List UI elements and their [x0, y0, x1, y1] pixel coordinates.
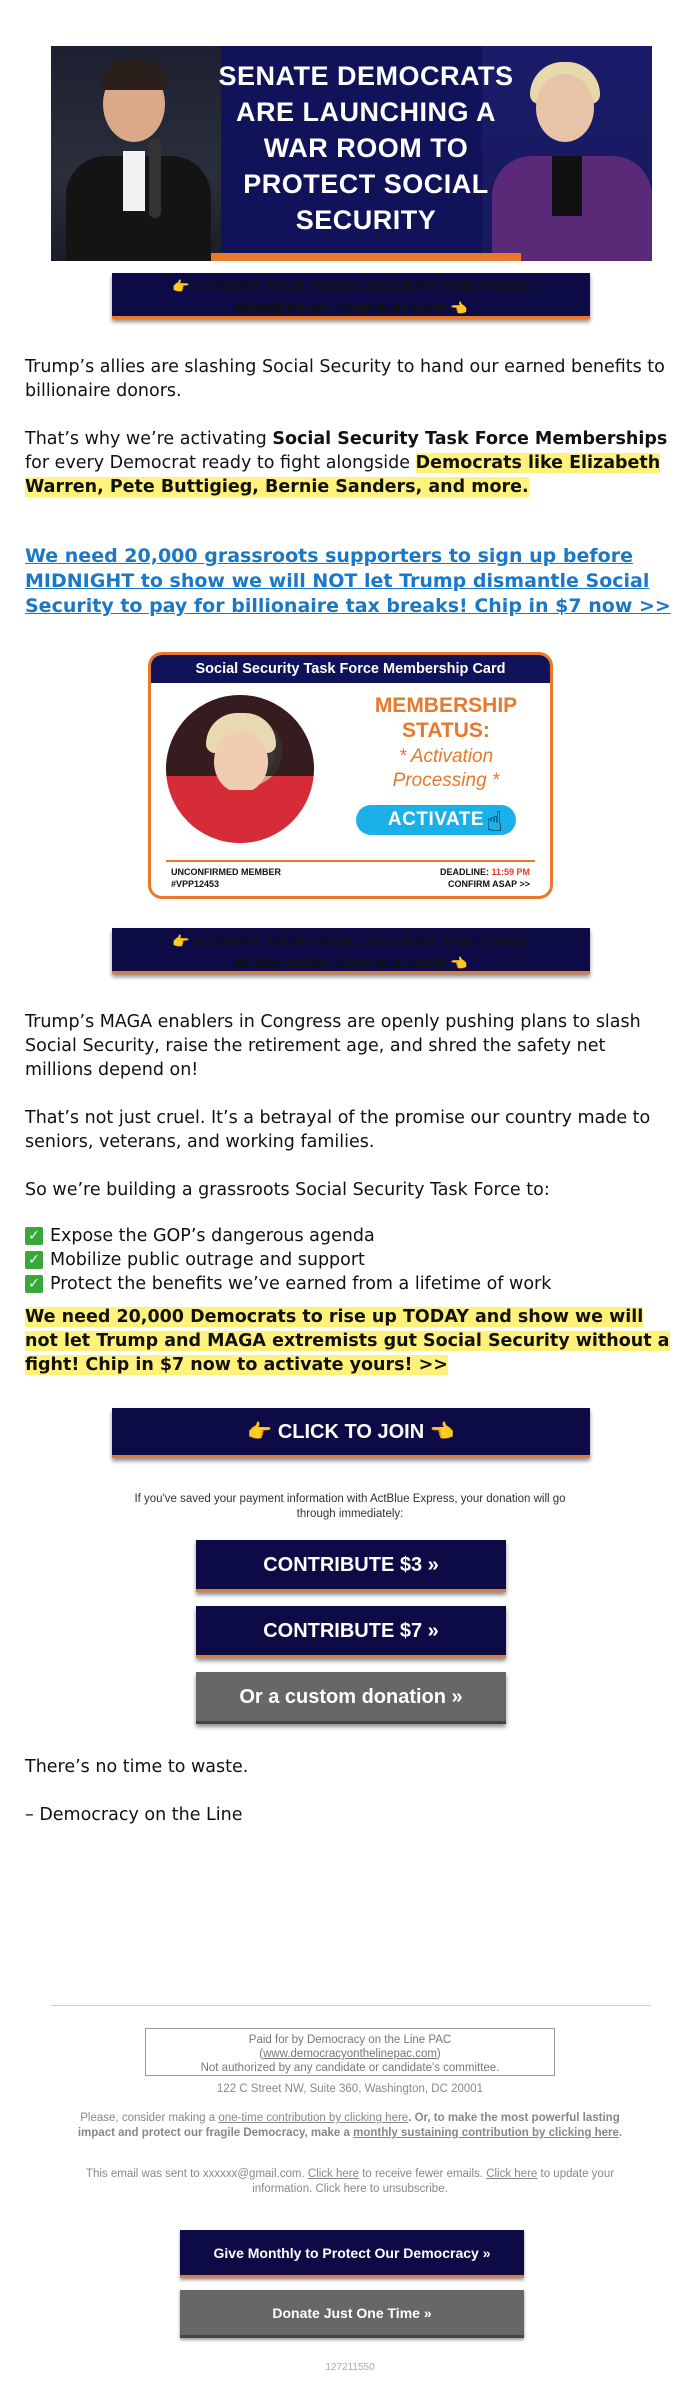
checkmark-icon: ✓ [25, 1251, 43, 1269]
highlighted-names: Democrats like Elizabeth Warren, Pete Buttigieg, Bernie Sanders, and more. [25, 453, 661, 497]
paid-for-box: Paid for by Democracy on the Line PAC (www.democracyonthelinepac.com) Not authorized by any candidate or candidate's committee. [145, 2028, 555, 2076]
checkmark-icon: ✓ [25, 1227, 43, 1245]
checklist [25, 1224, 675, 1296]
card-divider [166, 860, 535, 862]
membership-card[interactable] [148, 652, 553, 899]
maga-paragraph: Trump’s MAGA enablers in Congress are openly pushing plans to slash Social Security, raise the retirement age, and shred the safety net millions depend on! [25, 1012, 641, 1080]
no-time-paragraph: There’s no time to waste. [25, 1757, 249, 1777]
one-time-contribution-link[interactable]: one-time contribution by clicking here [218, 2112, 409, 2124]
monthly-contribution-link[interactable]: monthly sustaining contribution by clicking here [353, 2127, 619, 2139]
status-processing: * Activation Processing * [392, 746, 500, 791]
intro-paragraph: Trump’s allies are slashing Social Security to hand our earned benefits to billionaire donors. [25, 357, 665, 401]
footer-divider [51, 2005, 651, 2006]
give-monthly-button[interactable]: Give Monthly to Protect Our Democracy » [180, 2230, 524, 2278]
button-label-line2: MEMBERSHIP: CHIP IN $7 NOW 👈 [234, 955, 468, 971]
checkmark-icon: ✓ [25, 1275, 43, 1293]
contribute-3-button[interactable]: CONTRIBUTE $3 » [196, 1540, 506, 1592]
button-label-line1: 👉 ACTIVATE YOUR SOCIAL SECURITY TASK FORCE [172, 933, 530, 949]
check-item: ✓ Protect the benefits we’ve earned from a lifetime of work [25, 1272, 675, 1296]
custom-donation-button[interactable]: Or a custom donation » [196, 1672, 506, 1724]
click-to-join-button[interactable]: 👉 CLICK TO JOIN 👈 [112, 1408, 590, 1458]
email-code: 127211550 [325, 2362, 375, 2373]
deadline-info: DEADLINE: 11:59 PM CONFIRM ASAP >> [439, 867, 530, 889]
signup-link[interactable]: We need 20,000 grassroots supporters to sign up before MIDNIGHT to show we will NOT let Trump dismantle Social Security to pay for billionaire tax breaks! Chip in $7 now >> [25, 545, 671, 617]
card-member-photo [166, 695, 314, 843]
hero-banner[interactable] [51, 46, 652, 261]
hero-title: SENATE DEMOCRATS ARE LAUNCHING A WAR ROOM TO PROTECT SOCIAL SECURITY [218, 61, 514, 235]
pac-website-link[interactable]: www.democracyonthelinepac.com [263, 2048, 437, 2060]
button-label-line2: MEMBERSHIP: CHIP IN $7 NOW 👈 [234, 300, 468, 316]
check-item: ✓ Mobilize public outrage and support [25, 1248, 675, 1272]
activate-membership-button-top[interactable] [112, 273, 590, 319]
betrayal-paragraph: That’s not just cruel. It’s a betrayal of the promise our country made to seniors, veterans, and working families. [25, 1108, 651, 1152]
actblue-note: If you've saved your payment information with ActBlue Express, your donation will go through immediately: [134, 1493, 566, 1520]
rise-up-paragraph[interactable] [25, 1305, 675, 1377]
check-item: ✓ Expose the GOP’s dangerous agenda [25, 1224, 675, 1248]
footer-address: 122 C Street NW, Suite 360, Washington, DC 20001 [216, 2083, 484, 2095]
status-title: MEMBERSHIP STATUS: [374, 694, 518, 742]
rise-up-link[interactable]: We need 20,000 Democrats to rise up TODAY and show we will not let Trump and MAGA extremists gut Social Security without a fight! Chip in $7 now to activate yours! >> [25, 1307, 670, 1375]
button-label-line1: 👉 ACTIVATE YOUR SOCIAL SECURITY TASK FORCE [172, 278, 530, 294]
activate-membership-button-middle[interactable] [112, 928, 590, 974]
signature: – Democracy on the Line [25, 1805, 243, 1825]
donate-once-button[interactable]: Donate Just One Time » [180, 2290, 524, 2338]
member-info: UNCONFIRMED MEMBER #VPP12453 [171, 867, 281, 889]
signup-link-paragraph[interactable] [25, 544, 675, 619]
card-header: Social Security Task Force Membership Card [151, 655, 550, 683]
hero-stripe [211, 253, 521, 261]
update-info-link[interactable]: Click here [486, 2168, 538, 2180]
footer-consider: Please, consider making a one-time contribution by clicking here. Or, to make the most powerful lasting impact and protect our fragile Democracy, make a monthly sustaining contribution by clicking here. [77, 2112, 623, 2139]
task-force-paragraph: That’s why we’re activating Social Security Task Force Memberships for every Democrat ready to fight alongside Democrats like Elizabeth Warren, Pete Buttigieg, Bernie Sanders, and more. [25, 429, 668, 497]
hero-photo-left [51, 46, 221, 261]
footer-sent-to: This email was sent to xxxxxx@gmail.com. Click here to receive fewer emails. Click here to update your information. Click here to unsubscribe. [85, 2168, 615, 2195]
task-force-intro: So we’re building a grassroots Social Security Task Force to: [25, 1180, 550, 1200]
pointer-hand-icon: ☝ [486, 805, 504, 838]
fewer-emails-link[interactable]: Click here [307, 2168, 359, 2180]
contribute-7-button[interactable]: CONTRIBUTE $7 » [196, 1606, 506, 1658]
card-activate-button[interactable]: ACTIVATE [356, 805, 516, 835]
